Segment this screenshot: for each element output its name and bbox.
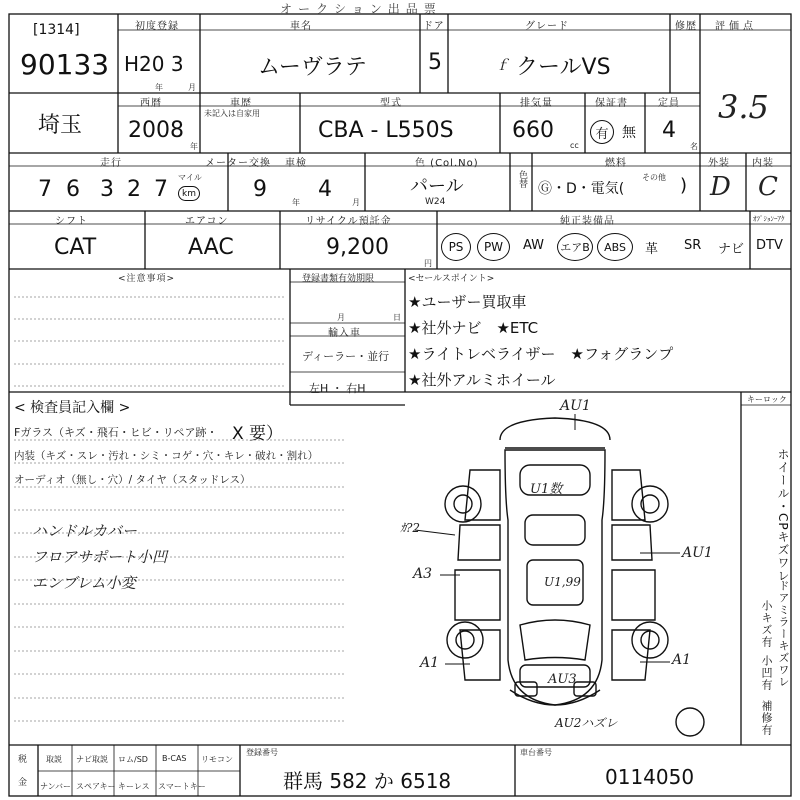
inspection-y: 年: [292, 198, 300, 207]
shift-label: シフト: [55, 216, 88, 227]
mark-au3-front: AU3: [548, 672, 577, 687]
footer-item-smart-key: スマートキー: [158, 782, 206, 791]
mileage-label: 走行: [100, 158, 122, 169]
grade-prefix: ｆ: [495, 58, 509, 74]
score-label: 評価点: [715, 21, 757, 32]
mark-au1-top: AU1: [560, 398, 591, 414]
equip-aw: AW: [523, 238, 545, 253]
doors-value: 5: [428, 50, 442, 75]
plate-label: 登録番号: [246, 748, 278, 757]
chassis-label: 車台番号: [520, 748, 552, 757]
warranty-label: 保証書: [595, 98, 628, 109]
model-value: CBA - L550S: [318, 118, 454, 143]
doc-expiry-day: 日: [393, 313, 401, 322]
footer-item-keyless: キーレス: [118, 782, 150, 791]
reg-month-unit: 月: [188, 83, 196, 92]
footer-item-navi-manual: ナビ取説: [76, 755, 108, 764]
mileage-d2: 6: [66, 177, 80, 202]
inspector-interior: 内装（キズ・スレ・汚れ・シミ・コゲ・穴・キレ・破れ・割れ）: [14, 450, 319, 462]
score-value: 3.5: [718, 88, 769, 126]
inspection-month: 4: [318, 177, 332, 202]
equip-pw: PW: [477, 233, 510, 261]
meter-label: メーター交換: [205, 158, 271, 169]
mark-a1-left: A1: [420, 655, 440, 671]
color-change-label: 色替: [517, 170, 527, 188]
shift-value: CAT: [54, 235, 97, 260]
inspection-label: 車検: [285, 158, 307, 169]
grade-label: グレード: [525, 21, 569, 32]
western-unit: 年: [190, 142, 198, 151]
footer-item-bcas: B-CAS: [162, 754, 187, 763]
doc-expiry-month: 月: [337, 313, 345, 322]
sales-point-1: ★ユーザー買取車: [408, 293, 527, 311]
western-value: 2008: [128, 118, 184, 143]
equip-abs: ABS: [597, 233, 633, 261]
recycle-value: 9,200: [326, 235, 389, 260]
grade-value: クールVS: [516, 55, 611, 80]
doc-expiry-label: 登録書類有効期限: [302, 274, 375, 284]
footer-item-plate: ナンバー: [40, 782, 72, 791]
footer-item-spare-key: スペアキー: [76, 782, 116, 791]
fuel-close: ): [680, 175, 688, 196]
side-note-top: ホイール・CPキズワレ: [776, 448, 790, 583]
warranty-no: 無: [622, 125, 636, 141]
reg-year-label: 初度登録: [135, 21, 179, 32]
mileage-km: km: [178, 186, 200, 201]
footer-tax-2: 金: [18, 778, 29, 788]
western-label: 西暦: [140, 98, 162, 109]
sales-point-2: ★社外ナビ ★ETC: [408, 319, 539, 337]
interior-value: C: [758, 172, 778, 202]
inspection-m: 月: [352, 198, 360, 207]
displacement-value: 660: [512, 118, 554, 143]
side-note-mid: 小キズ有: [760, 600, 773, 648]
equip-ps: PS: [441, 233, 471, 261]
repair-label: 修歴: [675, 21, 697, 32]
import-steering: 左H ・ 右H: [309, 382, 366, 395]
inspector-label: < 検査員記入欄 >: [14, 400, 131, 416]
footer-item-rom: ロム/SD: [118, 755, 148, 764]
plate-value: 群馬 582 か 6518: [283, 769, 452, 793]
doors-label: ドア: [423, 21, 445, 32]
mark-u1-roof: U1数: [530, 482, 563, 497]
color-code: W24: [425, 197, 446, 207]
footer-item-remote: リモコン: [201, 755, 233, 764]
exterior-value: D: [710, 172, 731, 202]
chassis-value: 0114050: [605, 765, 695, 789]
sheet-title: オークション出品票: [280, 2, 442, 16]
capacity-value: 4: [662, 118, 676, 143]
footer-item-manual: 取説: [46, 755, 62, 764]
color-label: 色 (Col.No): [415, 158, 479, 169]
mileage-mile: マイル: [178, 173, 202, 182]
key-lock-label: キーロック: [747, 395, 787, 404]
notes-label: <注意事項>: [118, 274, 176, 284]
kind-note: 未記入は自家用: [204, 109, 260, 118]
inspector-glass: Fガラス（キズ・飛石・ヒビ・リペア跡・: [14, 426, 218, 439]
aircon-value: AAC: [188, 235, 234, 260]
model-label: 型式: [380, 98, 402, 109]
equipment-extra-label: ｵﾌﾟｼｮﾝｰｱｸ: [753, 215, 785, 223]
exterior-label: 外装: [708, 158, 730, 169]
footer-tax-1: 税: [18, 755, 29, 765]
inspector-note-2: フロアサポート小凹: [32, 548, 168, 566]
import-value: ディーラー・並行: [302, 350, 390, 363]
lot-ref: [1314]: [33, 22, 80, 38]
import-label: 輸入車: [328, 328, 361, 339]
displacement-label: 排気量: [520, 98, 553, 109]
lot-number: 90133: [20, 48, 110, 81]
equip-airbag: エアB: [557, 233, 593, 261]
sales-point-3: ★ライトレベライザー ★フォグランプ: [408, 345, 674, 363]
region-value: 埼玉: [38, 113, 83, 138]
color-value: パール: [410, 176, 464, 197]
inspector-note-3: エンブレム小変: [32, 574, 136, 592]
sales-point-4: ★社外アルミホイール: [408, 371, 556, 389]
kind-label: 車歴: [230, 98, 252, 109]
equip-dtv: DTV: [756, 238, 783, 253]
recycle-label: リサイクル預託金: [305, 216, 392, 227]
inspection-year: 9: [253, 177, 267, 202]
mileage-d4: 2: [127, 177, 141, 202]
car-diagram: [380, 398, 740, 743]
capacity-label: 定員: [658, 98, 680, 109]
fuel-other: その他: [642, 173, 666, 182]
mark-au2-front: AU2ハズレ: [555, 716, 618, 730]
reg-year-unit: 年: [155, 83, 163, 92]
fuel-value: Ⓖ・D・電気(: [538, 181, 625, 197]
mark-a1-right: A1: [672, 652, 692, 668]
mark-left-side: ｶ?2: [400, 521, 421, 535]
reg-year-value: H20 3: [124, 52, 184, 76]
equipment-label: 純正装備品: [560, 216, 615, 227]
mileage-d5: 7: [154, 177, 168, 202]
sales-points-label: <セールスポイント>: [408, 274, 495, 284]
car-name-label: 車名: [290, 21, 312, 32]
displacement-unit: cc: [570, 141, 579, 150]
capacity-unit: 名: [690, 142, 698, 151]
mark-au1-right: AU1: [682, 545, 713, 561]
aircon-label: エアコン: [185, 216, 229, 227]
interior-label: 内装: [752, 158, 774, 169]
mileage-d1: 7: [38, 177, 52, 202]
mileage-d3: 3: [100, 177, 114, 202]
warranty-yes: 有: [590, 120, 614, 144]
fuel-label: 燃料: [605, 158, 627, 169]
mark-u199-center: U1,99: [544, 575, 581, 589]
inspector-note-1: ハンドルカバー: [32, 522, 138, 540]
side-note-mid2: ドアミラーキズワレ: [777, 580, 790, 688]
equip-sr: SR: [684, 238, 702, 253]
car-name-value: ムーヴラテ: [258, 55, 367, 80]
side-note-low: 小凹有: [760, 655, 773, 691]
side-note-low2: 補修有: [760, 700, 773, 736]
mark-a3-left: A3: [413, 566, 433, 582]
recycle-unit: 円: [424, 259, 432, 268]
inspector-glass-mark: X 要）: [232, 424, 284, 444]
equip-navi: ナビ: [718, 242, 745, 257]
inspector-audio: オーディオ（無し・穴）/ タイヤ（スタッドレス）: [14, 474, 251, 486]
equip-leather: 革: [645, 242, 659, 257]
